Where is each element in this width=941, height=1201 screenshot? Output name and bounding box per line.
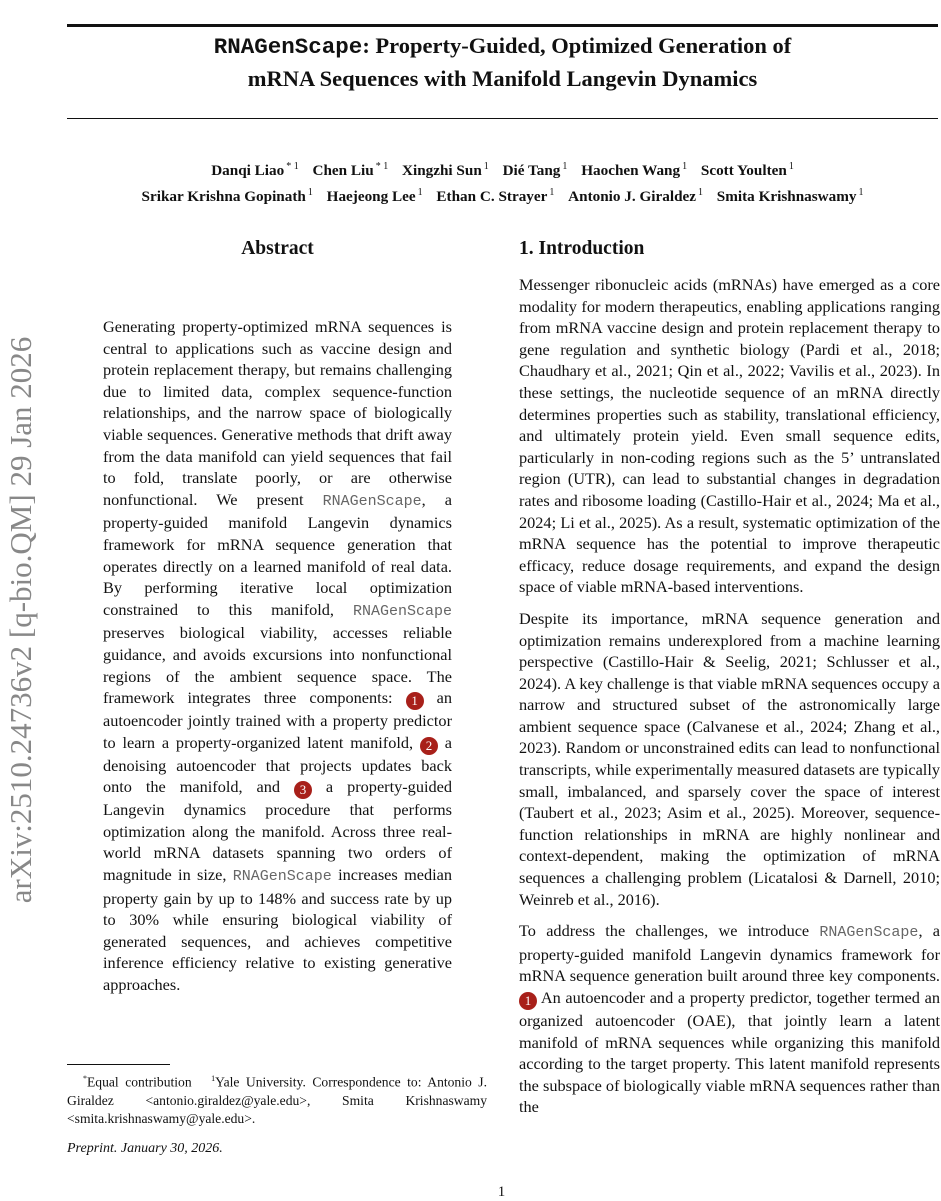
title-line2: mRNA Sequences with Manifold Langevin Dynamics: [247, 66, 758, 91]
author: Chen Liu $^{* 1}$: [312, 161, 389, 180]
author: Scott Youlten $^1$: [700, 161, 794, 180]
title-method-name: RNAGenScape: [213, 34, 363, 60]
abstract-text: Generating property-optimized mRNA sequences is central to applications such as vaccine design and protein replacement therapy, but remains challenging due to limited data, complex sequence-function relationships, and the narrow space of biologically viable sequences. Generative methods that drift away from the data manifold can yield sequences that fail to fold, translate poorly, or are otherwise nonfunctional. We present RNAGenScape, a property-guided manifold Langevin dynamics framework for mRNA sequence generation that operates directly on a learned manifold of real data. By performing iterative local optimization constrained to this manifold, RNAGenScape preserves biological viability, accesses reliable guidance, and avoids excursions into nonfunctional regions of the ambient sequence space. The framework integrates three components: 1 an autoencoder jointly trained with a property predictor to learn a property-organized latent manifold, 2 a denoising autoencoder that projects updates back onto the manifold, and 3 a property-guided Langevin dynamics procedure that performs optimization along the manifold. Across three real-world mRNA datasets spanning two orders of magnitude in size, RNAGenScape increases median property gain by up to 148% and success rate by up to 30% while ensuring biological viability of generated sequences, and achieves competitive inference efficiency relative to existing generative approaches.: [103, 317, 453, 995]
author: Haejeong Lee $^1$: [326, 187, 423, 206]
method-name: RNAGenScape: [819, 924, 919, 942]
introduction: [519, 274, 940, 1128]
author: Xingzhi Sun $^1$: [402, 161, 489, 180]
footnote-rule: [67, 1064, 170, 1065]
method-name: RNAGenScape: [322, 492, 422, 510]
title-bottom-rule: [67, 118, 938, 119]
step-badge-1: 1: [406, 692, 424, 710]
arxiv-watermark: arXiv:2510.24736v2 [q-bio.QM] 29 Jan 2026: [3, 336, 38, 904]
paper-title: [67, 30, 938, 94]
author: Danqi Liao $^{* 1}$: [211, 161, 299, 180]
page-number: 1: [497, 1184, 506, 1200]
author: Smita Krishnaswamy $^1$: [716, 187, 864, 206]
intro-paragraph-2: Despite its importance, mRNA sequence generation and optimization remains underexplored from a machine learning perspective (Castillo-Hair & Seelig, 2021; Schlusser et al., 2024). A key challenge is that viable mRNA sequences occupy a narrow and structured subset of the astronomically large ambient sequence space (Calvanese et al., 2024; Zhang et al., 2023). Random or unconstrained edits can lead to nonfunctional transcripts, while experimentally measured datasets are typically small, imbalanced, and sparsely cover the space of interest (Taubert et al., 2023; Asim et al., 2025). Moreover, sequence-function relationships in mRNA are highly nonlinear and context-dependent, making the optimization of mRNA sequences a challenging problem (Licatalosi & Darnell, 2010; Weinreb et al., 2016).: [519, 608, 940, 909]
author: Antonio J. Giraldez $^1$: [568, 187, 703, 206]
author: Srikar Krishna Gopinath $^1$: [141, 187, 313, 206]
step-badge-2: 2: [420, 737, 438, 755]
title-line1: : Property-Guided, Optimized Generation of: [362, 33, 792, 58]
equal-contribution-note: Equal contribution: [87, 1074, 192, 1090]
footnote: *Equal contribution $^1$Yale University. Correspondence to: Antonio J. Giraldez <antonio.giraldez@yale.edu>, Smita Krishnaswamy <smita.krishnaswamy@yale.edu>.: [67, 1064, 487, 1128]
step-badge-3: 3: [294, 781, 312, 799]
abstract: [103, 316, 452, 996]
preprint-date: Preprint. January 30, 2026.: [67, 1141, 223, 1156]
introduction-heading: 1. Introduction: [519, 238, 645, 259]
intro-paragraph-3: To address the challenges, we introduce RNAGenScape, a property-guided manifold Langevin dynamics framework for mRNA sequence generation built around three key components. 1 An autoencoder and a property predictor, together termed an organized autoencoder (OAE), that jointly learn a latent manifold of mRNA sequences while organizing this manifold according to the target property. This latent manifold represents the subspace of biologically viable mRNA sequences rather than the: [519, 921, 940, 1117]
step-badge-1: 1: [519, 992, 537, 1010]
author: Haochen Wang $^1$: [581, 161, 688, 180]
author-list: [67, 156, 938, 208]
author: Dié Tang $^1$: [502, 161, 568, 180]
intro-paragraph-1: Messenger ribonucleic acids (mRNAs) have emerged as a core modality for modern therapeutics, enabling applications ranging from mRNA vaccine design and protein replacement therapy to gene regulation and synthetic biology (Pardi et al., 2018; Chaudhary et al., 2021; Qin et al., 2022; Vavilis et al., 2023). In these settings, the nucleotide sequence of an mRNA directly determines properties such as stability, translational efficiency, and ultimately protein yield. Even small sequence edits, particularly in non-coding regions such as the 5’ untranslated region (UTR), can lead to substantial changes in degradation rates and ribosome loading (Castillo-Hair et al., 2024; Ma et al., 2024; Li et al., 2025). As a result, systematic optimization of the mRNA sequence has the potential to improve therapeutic efficacy, reduce dosage requirements, and expand the design space of viable mRNA-based interventions.: [519, 275, 940, 597]
author: Ethan C. Strayer $^1$: [436, 187, 555, 206]
affiliation-correspondence: Yale University. Correspondence to: Antonio J. Giraldez <antonio.giraldez@yale.edu>, Smita Krishnaswamy <smita.krishnaswamy@yale.edu>.: [67, 1074, 487, 1126]
method-name: RNAGenScape: [352, 602, 452, 620]
title-top-rule: [67, 24, 938, 27]
abstract-heading: Abstract: [241, 238, 314, 259]
method-name: RNAGenScape: [232, 868, 332, 886]
